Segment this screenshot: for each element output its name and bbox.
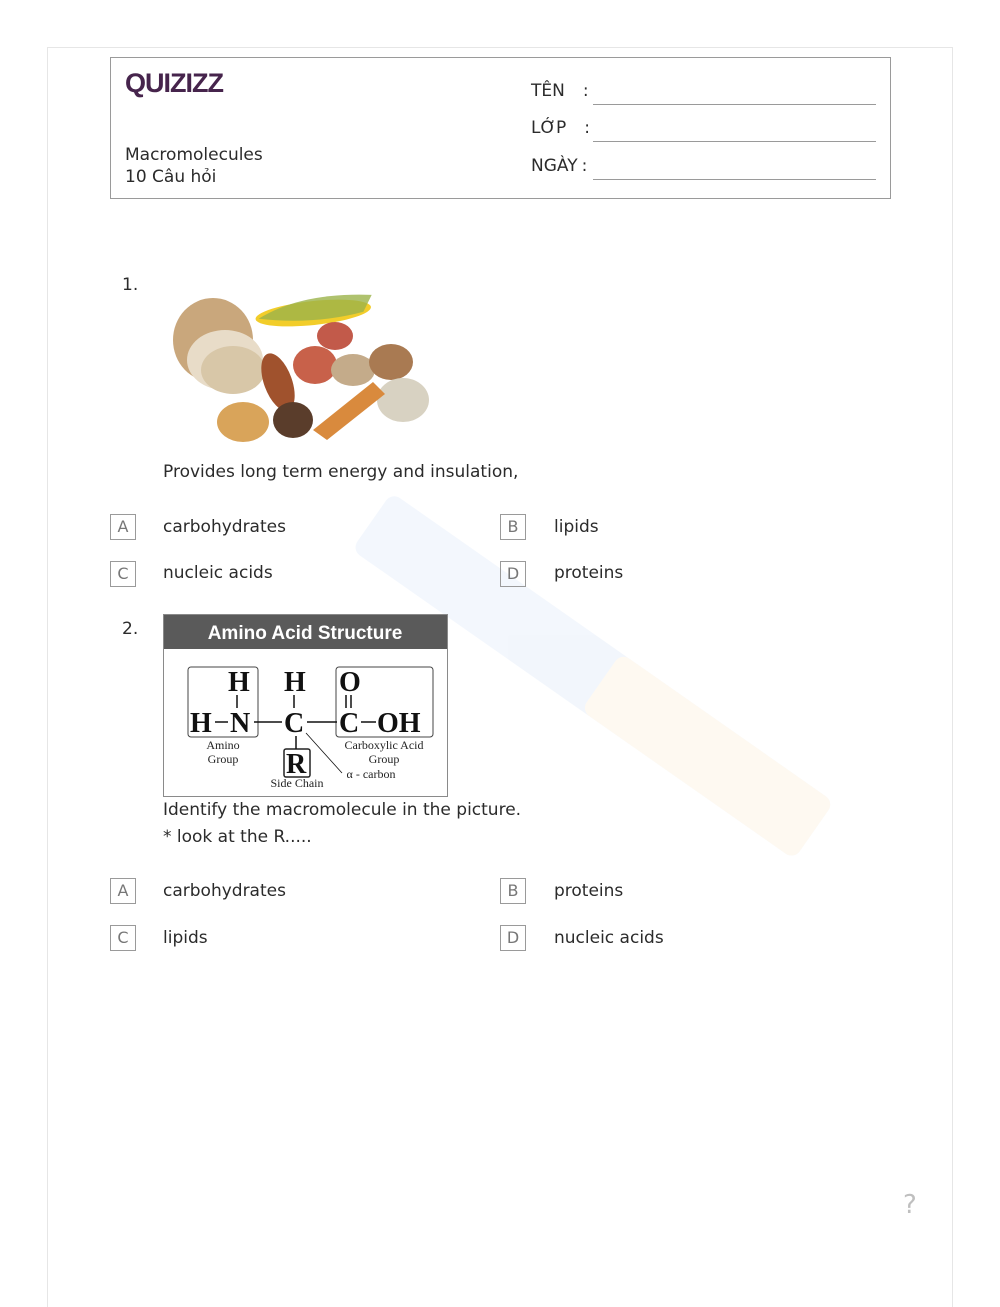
question-text-line-1: Identify the macromolecule in the picture.: [163, 800, 522, 820]
svg-text:R: R: [286, 749, 307, 780]
svg-text:OH: OH: [377, 708, 421, 739]
svg-text:H: H: [284, 667, 306, 698]
option-b-text[interactable]: proteins: [554, 881, 624, 901]
svg-text:Group: Group: [207, 752, 239, 766]
option-b-text[interactable]: lipids: [554, 517, 599, 537]
svg-text:Side Chain: Side Chain: [270, 776, 324, 790]
question-mark-icon[interactable]: ?: [903, 1190, 917, 1220]
question-count: 10 Câu hỏi: [125, 167, 217, 187]
option-c-text[interactable]: nucleic acids: [163, 563, 273, 583]
svg-text:H: H: [228, 667, 250, 698]
svg-text:Carboxylic Acid: Carboxylic Acid: [344, 738, 424, 752]
option-c-box[interactable]: C: [110, 925, 136, 951]
quizizz-logo: [125, 68, 229, 100]
svg-text:α - carbon: α - carbon: [346, 767, 396, 781]
svg-text:Group: Group: [368, 752, 400, 766]
question-text-line-2: * look at the R.....: [163, 827, 312, 847]
carbohydrate-foods-image: [163, 270, 443, 452]
name-field[interactable]: [593, 104, 876, 105]
option-c-box[interactable]: C: [110, 561, 136, 587]
class-field[interactable]: [593, 141, 876, 142]
amino-acid-structure-image: [163, 614, 448, 797]
svg-text:O: O: [339, 667, 361, 698]
svg-text:C: C: [339, 708, 360, 739]
option-a-text[interactable]: carbohydrates: [163, 881, 286, 901]
name-label: TÊN :: [531, 81, 589, 101]
question-text: Provides long term energy and insulation,: [163, 462, 519, 482]
date-label: NGÀY :: [531, 156, 588, 176]
option-a-box[interactable]: A: [110, 514, 136, 540]
option-d-box[interactable]: D: [500, 561, 526, 587]
svg-text:H: H: [190, 708, 212, 739]
question-number: 1.: [122, 275, 139, 295]
svg-text:N: N: [230, 708, 251, 739]
option-d-text[interactable]: proteins: [554, 563, 624, 583]
class-label: LỚP :: [531, 118, 590, 138]
svg-text:Amino: Amino: [206, 738, 240, 752]
option-b-box[interactable]: B: [500, 878, 526, 904]
option-d-text[interactable]: nucleic acids: [554, 928, 664, 948]
option-d-box[interactable]: D: [500, 925, 526, 951]
option-b-box[interactable]: B: [500, 514, 526, 540]
question-number: 2.: [122, 619, 139, 639]
option-a-text[interactable]: carbohydrates: [163, 517, 286, 537]
worksheet-title: Macromolecules: [125, 145, 263, 165]
diagram-title: Amino Acid Structure: [207, 623, 403, 644]
option-c-text[interactable]: lipids: [163, 928, 208, 948]
date-field[interactable]: [593, 179, 876, 180]
option-a-box[interactable]: A: [110, 878, 136, 904]
svg-text:QUIZIZZ: QUIZIZZ: [125, 68, 223, 98]
svg-text:C: C: [284, 708, 305, 739]
worksheet-header: [110, 57, 891, 199]
